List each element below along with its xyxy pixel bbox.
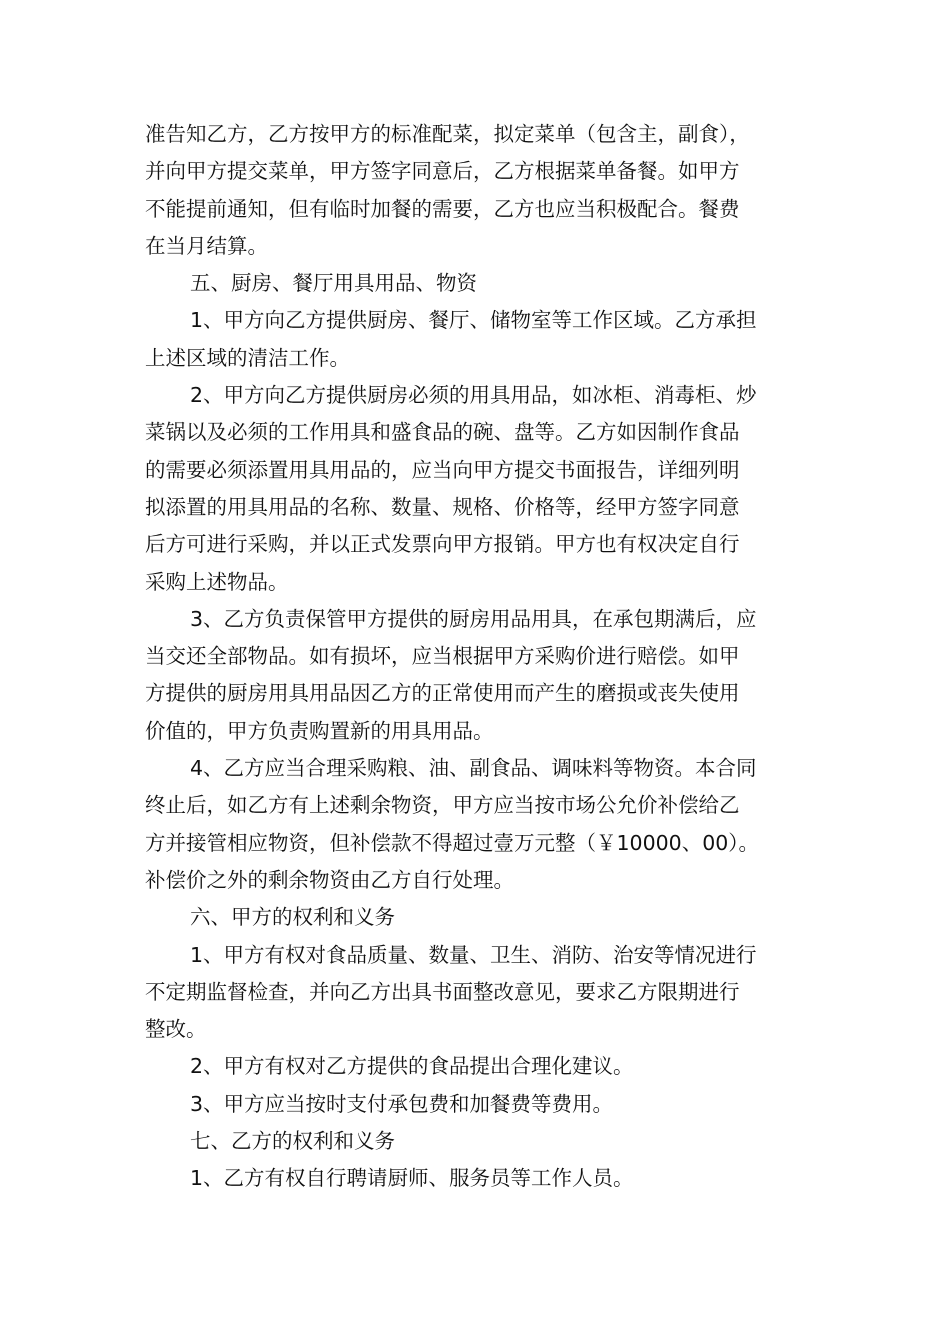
text-line: 整改。 bbox=[145, 1017, 207, 1042]
section-heading: 六、甲方的权利和义务 bbox=[190, 905, 395, 930]
text-line: 3、甲方应当按时支付承包费和加餐费等费用。 bbox=[190, 1091, 614, 1116]
text-line: 菜锅以及必须的工作用具和盛食品的碗、盘等。乙方如因制作食品 bbox=[145, 420, 740, 445]
text-line: 不能提前通知，但有临时加餐的需要，乙方也应当积极配合。餐费 bbox=[145, 196, 740, 221]
text-line: 的需要必须添置用具用品的，应当向甲方提交书面报告，详细列明 bbox=[145, 457, 740, 482]
text-line: 1、甲方向乙方提供厨房、餐厅、储物室等工作区域。乙方承担 bbox=[190, 308, 757, 333]
text-line: 采购上述物品。 bbox=[145, 569, 289, 594]
text-line: 在当月结算。 bbox=[145, 233, 268, 258]
document-body bbox=[145, 116, 810, 1198]
text-line: 不定期监督检查，并向乙方出具书面整改意见，要求乙方限期进行 bbox=[145, 979, 740, 1004]
text-line: 拟添置的用具用品的名称、数量、规格、价格等，经甲方签字同意 bbox=[145, 494, 740, 519]
text-line: 终止后，如乙方有上述剩余物资，甲方应当按市场公允价补偿给乙 bbox=[145, 793, 740, 818]
text-line: 价值的，甲方负责购置新的用具用品。 bbox=[145, 718, 494, 743]
text-line: 2、甲方向乙方提供厨房必须的用具用品，如冰柜、消毒柜、炒 bbox=[190, 383, 757, 408]
text-line: 方提供的厨房用具用品因乙方的正常使用而产生的磨损或丧失使用 bbox=[145, 681, 740, 706]
section-heading: 七、乙方的权利和义务 bbox=[190, 1129, 395, 1154]
text-line: 上述区域的清洁工作。 bbox=[145, 345, 350, 370]
text-line: 补偿价之外的剩余物资由乙方自行处理。 bbox=[145, 867, 514, 892]
text-line: 1、甲方有权对食品质量、数量、卫生、消防、治安等情况进行 bbox=[190, 942, 757, 967]
text-line: 并向甲方提交菜单，甲方签字同意后，乙方根据菜单备餐。如甲方 bbox=[145, 159, 740, 184]
text-line: 4、乙方应当合理采购粮、油、副食品、调味料等物资。本合同 bbox=[190, 756, 757, 781]
text-line: 3、乙方负责保管甲方提供的厨房用品用具，在承包期满后，应 bbox=[190, 606, 757, 631]
text-line: 2、甲方有权对乙方提供的食品提出合理化建议。 bbox=[190, 1054, 634, 1079]
section-heading: 五、厨房、餐厅用具用品、物资 bbox=[190, 271, 477, 296]
text-line: 当交还全部物品。如有损坏，应当根据甲方采购价进行赔偿。如甲 bbox=[145, 644, 740, 669]
text-line: 准告知乙方，乙方按甲方的标准配菜，拟定菜单（包含主，副食）， bbox=[145, 122, 750, 146]
text-line: 后方可进行采购，并以正式发票向甲方报销。甲方也有权决定自行 bbox=[145, 532, 740, 557]
text-line: 1、乙方有权自行聘请厨师、服务员等工作人员。 bbox=[190, 1166, 634, 1191]
text-line: 方并接管相应物资，但补偿款不得超过壹万元整（￥10000、00）。 bbox=[145, 830, 760, 855]
